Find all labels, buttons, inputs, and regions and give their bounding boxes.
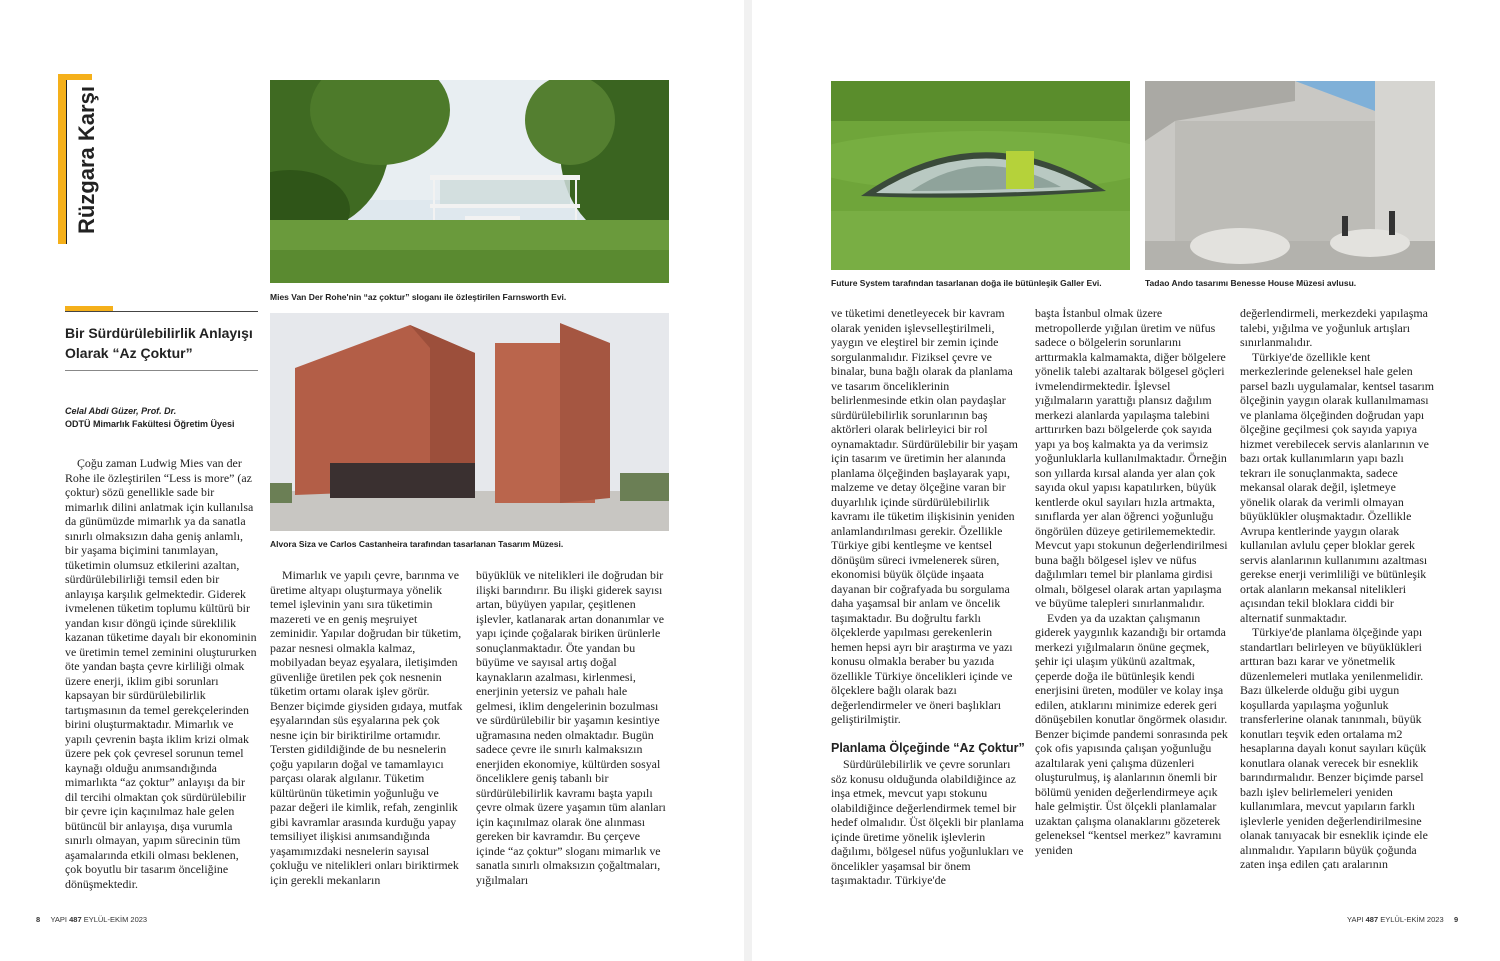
accent-bar-top [58, 74, 92, 80]
accent-mark [65, 306, 113, 311]
paragraph: büyüklük ve nitelikleri ile doğrudan bir ilişki barındırır. Bu ilişki giderek sayısı artan, büyüyen yapılar, çeşitlenen işlevler, katlanarak artan donanımlar ve yapı içinde çoğalarak biriken ürünlerle sonuçlanmaktadır. Öte yandan bu büyüme ve sayısal artış doğal kaynakların azalması, kirlenmesi, enerjinin yetersiz ve pahalı hale gelmesi, iklim dengelerinin bozulması ve sürdürülebilir bir yaşamın kesintiye uğramasına neden olmaktadır. Bugün sadece çevre ile sınırlı kalmaksızın enerjiden ekonomiye, kültürden sosyal önceliklere geniş tabanlı bir sürdürülebilirlik kavramı başta yapılı çevre olmak üzere yaşamın tüm alanları için kaçınılmaz olarak öne alınması gereken bir kavramdır. Bu çerçeve içinde “az çoktur” sloganı mimarlık ve sanatla sınırlı olmaksızın çoğaltmaları, yığılmaları [476, 568, 666, 887]
author-affiliation: ODTÜ Mimarlık Fakültesi Öğretim Üyesi [65, 419, 235, 429]
folio-right [1347, 915, 1458, 924]
text-column-2 [270, 568, 463, 887]
caption-photo2: Alvora Siza ve Carlos Castanheira tarafından tasarlanan Tasarım Müzesi. [270, 539, 564, 549]
accent-bar [58, 74, 66, 244]
caption-photo1: Mies Van Der Rohe'nin “az çoktur” sloganı ile özleştirilen Farnsworth Evi. [270, 292, 567, 302]
issue-number: 487 [1365, 915, 1379, 924]
article-title [65, 323, 265, 363]
left-page [0, 0, 744, 961]
magazine-name: YAPI [50, 915, 68, 924]
paragraph: ve tüketimi denetleyecek bir kavram olarak yeniden işlevselleştirilmeli, yaygın ve eleştirel bir zemin içinde sorgulanmalıdır. Fiziksel çevre ve binalar, buna bağlı olarak da planlama ve tasarım önceliklerinin belirlenmesinde etkin olan paydaşlar sürdürülebilirlik sorunlarının baş aktörleri olarak belirleyici bir rol oynamaktadır. Sürdürülebilir bir yaşam için tasarım ve üretimin her alanında planlama ölçeğinden başlayarak yapı, malzeme ve detay ölçeğine varan bir duyarlılık içinde sürdürülebilirlik kavramı ile tüketim ilişkisinin yeniden anlamlandırılması gerekir. Özellikle Türkiye gibi kentleşme ve kentsel dönüşüm süreci ivmelenerek süren, ekonomisi büyük ölçüde inşaata dayanan bir coğrafyada bu sorgulama daha yaşamsal bir anlam ve öncelik taşımaktadır. Bu doğrultu farklı ölçeklerde yapılması gerekenlerin hemen hepsi ayrı bir araştırma ve yazı konusu olmakla beraber bu yazıda özellikle Türkiye öncelikleri içinde ve ölçeklere bağlı olarak bazı değerlendirmeler ve öneri başlıkları geliştirilmiştir. [831, 306, 1018, 726]
text-column-5 [1035, 306, 1229, 857]
section-tab-line [66, 80, 67, 244]
earth-house-photo [831, 81, 1130, 270]
paragraph: Mimarlık ve yapılı çevre, barınma ve üretime altyapı oluşturmaya yönelik temel işlevinin yanı sıra tüketimin mazereti ve en geniş meşruiyet zeminidir. Yapılar doğrudan bir tüketim, pazar nesnesi olmakla kalmaz, mobilyadan beyaz eşyalara, iletişimden güvenliğe üretilen pek çok nesnenin tüketim ortamı olarak işlev görür. Benzer biçimde giysiden gıdaya, mutfak eşyalarından süs eşyalarına pek çok nesne için bir biriktirilme ortamıdır. Tersten gidildiğinde de bu nesnelerin çoğu yapıların doğal ve tamamlayıcı parçası olarak algılanır. Tüketim kültürünün tüketimin yoğunluğu ve pazar değeri ile kimlik, refah, zenginlik gibi kavramlar arasında kurduğu yapay temsiliyet ilişkisi anımsandığında yaşamımızdaki nesnelerin sayısal çokluğu ve nitelikleri onları biriktirmek için gerekli mekanların [270, 568, 463, 887]
text-column-6 [1240, 306, 1434, 872]
author-block [65, 405, 235, 431]
subheading: Planlama Ölçeğinde “Az Çoktur” [831, 740, 1025, 755]
paragraph: Evden ya da uzaktan çalışmanın giderek yaygınlık kazandığı bir ortamda merkezi yığılmaların önüne geçmek, şehir içi ulaşım yükünü azaltmak, çeperde doğa ile bütünleşik kendi enerjisini üreten, modüler ve kolay inşa edilen, atıklarını minimize ederek geri dönüşebilen konutlar öngörmek olasıdır. Benzer biçimde pandemi sonrasında pek çok ofis yapısında çalışan yoğunluğu azaltılarak yeni çalışma düzenleri oluşturulmuş, iş alanlarının önemli bir bölümü yeniden değerlendirmeye açık hale gelmiştir. Üst ölçekli planlamalar uzaktan çalışma olanaklarını gözeterek geleneksel “kentsel merkez” kavramını yeniden [1035, 610, 1228, 857]
article-title-line2: Olarak “Az Çoktur” [65, 345, 193, 361]
caption-photo4: Tadao Ando tasarımı Benesse House Müzesi avlusu. [1145, 278, 1357, 288]
article-title-line1: Bir Sürdürülebilirlik Anlayışı [65, 325, 253, 341]
magazine-name: YAPI [1347, 915, 1364, 924]
text-column-3 [476, 568, 669, 887]
issue-date: EYLÜL-EKİM 2023 [83, 915, 148, 924]
paragraph: Türkiye'de planlama ölçeğinde yapı standartları belirleyen ve büyüklükleri arttıran bazı karar ve yönetmelik düzenlemeleri mutlaka yenilenmelidir. Bazı ülkelerde olduğu gibi uygun koşullarda yapılaşma yoğunluk transferlerine olanak tanınmalı, büyük konutları teşvik eden ortalama m2 hesaplarına dayalı konut sayıları küçük konutlara olanak verecek bir esneklik barındırmalıdır. Benzer biçimde parsel bazlı işlev belirlemeleri yeniden kullanımlara, mevcut yapıların farklı işlevlerle yeniden değerlendirilmesine olanak tanıyacak bir esneklik içinde ele alınmalıdır. Yapıların büyük çoğunda zaten inşa edilen çatı aralarının [1240, 625, 1428, 871]
brick-museum-photo [270, 313, 669, 531]
paragraph: değerlendirmeli, merkezdeki yapılaşma talebi, yığılma ve yoğunluk artışları sınırlanmalıdır. [1240, 306, 1428, 349]
title-rule-bottom [65, 370, 258, 371]
paragraph: Sürdürülebilirlik ve çevre sorunları söz konusu olduğunda olabildiğince az inşa etmek, mevcut yapı stokunu olabildiğince değerlendirmek temel bir hedef olmalıdır. Üst ölçekli bir planlama içinde üretime yönelik işlevlerin dağılımı, bölgesel nüfus yoğunlukları ve öncelikler yaşamsal bir önem taşımaktadır. Türkiye'de [831, 757, 1024, 887]
farnsworth-house-photo [270, 80, 669, 283]
issue-date: EYLÜL-EKİM 2023 [1380, 915, 1444, 924]
concrete-courtyard-photo [1145, 81, 1435, 270]
text-column-1 [65, 456, 258, 891]
page-number-right: 9 [1454, 915, 1459, 924]
issue-number: 487 [69, 915, 82, 924]
title-rule [65, 311, 258, 312]
folio-left [36, 915, 147, 924]
caption-photo3: Future System tarafından tasarlanan doğa ile bütünleşik Galler Evi. [831, 278, 1102, 288]
right-page [752, 0, 1500, 961]
text-column-4 [831, 306, 1025, 888]
paragraph: Türkiye'de özellikle kent merkezlerinde geleneksel hale gelen parsel bazlı uygulamalar, kentsel tasarım ölçeğinin yaygın olarak kullanılmaması ve planlama ölçeğinden doğrudan yapı ölçeğine geçilmesi çok sayıda yapıya hizmet verebilecek servis alanlarının ve bazı ortak kullanımların yapı bazlı tekrarı ile sonuçlanmakta, sadece mekansal olarak değil, işletmeye yönelik olarak da verimli olmayan büyüklükler oluşmaktadır. Özellikle Avrupa kentlerinde yaygın olarak kullanılan avlulu çeper bloklar gerek servis alanlarının kullanımını azaltması gerekse enerji verimliliği ve bütünleşik ortak alanların mekansal nitelikleri açısından tekil bloklara ciddi bir alternatif sunmaktadır. [1240, 349, 1434, 625]
paragraph: Çoğu zaman Ludwig Mies van der Rohe ile özleştirilen “Less is more” (az çoktur) sözü genellikle sade bir mimarlık dilini anlatmak için kullanılsa da günümüzde mimarlık ya da sanatla sınırlı olmaksızın daha geniş anlamlı, bir yaşama biçimini tanımlayan, tüketimin olumsuz etkilerini azaltan, sürdürülebilirliği temsil eden bir anlayışa karşılık gelmektedir. Giderek ivmelenen tüketim toplumu kültürü bir yandan kısır döngü içinde süreklilik kazanan tüketime dayalı bir ekonominin ve üretimin temel zeminini oluştururken öte yandan başta çevre kirliliği olmak üzere enerji, iklim gibi sorunları kapsayan bir sürdürülebilirlik tartışmasının da temel gerekçelerinden birini oluşturmaktadır. Mimarlık ve yapılı çevrenin başta iklim krizi olmak üzere pek çok çevresel sorunun temel kaynağı olduğu anımsandığında mimarlıkta “az çoktur” anlayışı da bir dil tercihi olmaktan çok sürdürülebilir bir çevre için kaçınılmaz hale gelen bütüncül bir anlayışa, dışa vurumla sınırlı olmayan, yapım sürecinin tüm aşamalarında etkili olması beklenen, çok boyutlu bir tasarım önceliğine dönüşmektedir. [65, 456, 257, 891]
section-label: Rüzgara Karşı [74, 86, 99, 234]
page-number-left: 8 [36, 915, 41, 924]
section-tab [58, 74, 99, 244]
author-name: Celal Abdi Güzer, Prof. Dr. [65, 406, 177, 416]
paragraph: başta İstanbul olmak üzere metropollerde yığılan üretim ve nüfus sadece o bölgelerin sorunlarını arttırmakla kalmamakta, diğer bölgelere yönelik talebi azaltarak bölgesel göçleri ivmelendirmektedir. İşlevsel yığılmaların yarattığı plansız dağılım merkezi alanlarda yapılaşma talebini arttırırken bazı bölgelerde çok sayıda yapı ya boş kalmakta ya da verimsiz yoğunluklarla kullanılmaktadır. Örneğin son yıllarda kırsal alanda yer alan çok sayıda okul yapısı kapatılırken, büyük kentlerde okul sayıları hızla artmakta, sınıflarda yer alan öğrenci yoğunluğu öngörülen düzeye getirilememektedir. Mevcut yapı stokunun değerlendirilmesi buna bağlı bölgesel işlev ve nüfus dağılımları temel bir planlama girdisi olmalı, bölgesel olarak artan yapılaşma ve büyüme talepleri sınırlanmalıdır. [1035, 306, 1228, 610]
